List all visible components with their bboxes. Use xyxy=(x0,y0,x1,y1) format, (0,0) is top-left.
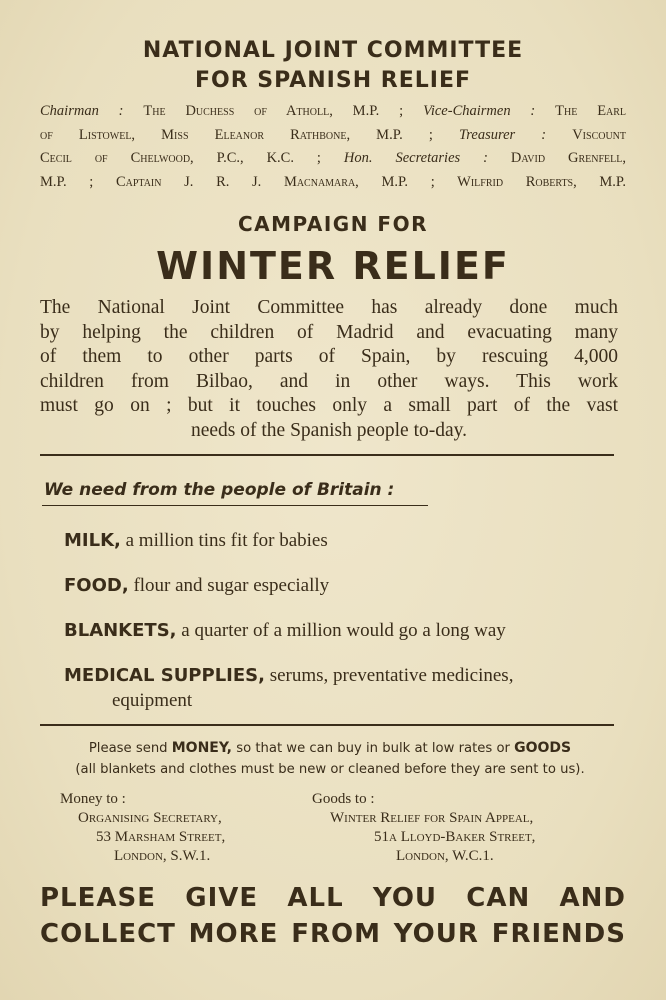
officers-line-2 xyxy=(40,124,626,148)
needs-heading: We need from the people of Britain : xyxy=(44,480,395,500)
chairman-label: Chairman : xyxy=(40,103,124,119)
need-item-blankets xyxy=(64,620,506,642)
goods-address-label: Goods to : xyxy=(312,791,375,807)
closing-appeal xyxy=(40,880,626,952)
send-line-2: (all blankets and clothes must be new or cleaned before they are sent to us). xyxy=(75,762,585,777)
vice-chairmen-label: Vice-Chairmen : xyxy=(423,103,536,119)
send-goods: GOODS xyxy=(514,740,572,756)
officers-list xyxy=(40,100,626,194)
needs-heading-underline xyxy=(42,505,428,506)
send-text: Please send xyxy=(88,741,172,756)
need-text: a million tins fit for babies xyxy=(120,530,328,551)
secretaries-label: Hon. Secretaries : xyxy=(343,150,488,167)
need-item-medical-cont: equipment xyxy=(112,690,193,711)
need-key: MEDICAL SUPPLIES, xyxy=(64,665,265,686)
send-money: MONEY, xyxy=(171,740,233,756)
secretaries-part1: David Grenfell, xyxy=(510,150,627,167)
goods-address-line: Winter Relief for Spain Appeal, xyxy=(330,810,534,826)
money-address-line: Organising Secretary, xyxy=(78,810,222,826)
money-address-line: 53 Marsham Street, xyxy=(96,829,226,845)
intro-line: by helping the children of Madrid and evacuating many xyxy=(40,321,618,343)
committee-title-line2: FOR SPANISH RELIEF xyxy=(194,68,472,93)
closing-line-2: COLLECT MORE FROM YOUR FRIENDS xyxy=(40,919,626,949)
need-text: a quarter of a million would go a long way xyxy=(176,620,506,641)
need-text: flour and sugar especially xyxy=(128,575,330,596)
vice-chairmen-part1: The Earl xyxy=(555,103,627,119)
intro-line: of them to other parts of Spain, by rescuing 4,000 xyxy=(40,346,618,367)
need-item-food xyxy=(64,575,329,597)
intro-paragraph xyxy=(40,296,618,443)
send-text: so that we can buy in bulk at low rates or xyxy=(232,741,515,756)
campaign-headline: WINTER RELIEF xyxy=(156,244,510,288)
campaign-kicker: CAMPAIGN FOR xyxy=(238,212,428,236)
officers-line-1 xyxy=(40,100,626,124)
money-address xyxy=(60,790,225,866)
need-key: MILK, xyxy=(64,530,121,551)
intro-line: needs of the Spanish people to-day. xyxy=(191,419,467,441)
goods-address-line: London, W.C.1. xyxy=(396,848,494,864)
money-address-line: London, S.W.1. xyxy=(114,848,211,864)
need-item-medical xyxy=(64,665,513,687)
chairman-name: The Duchess of Atholl, M.P. ; xyxy=(143,103,404,119)
closing-line-1: PLEASE GIVE ALL YOU CAN AND xyxy=(40,883,626,913)
need-key: FOOD, xyxy=(64,575,129,596)
treasurer-label: Treasurer : xyxy=(459,126,547,143)
intro-line: children from Bilbao, and in other ways. This work xyxy=(40,370,618,392)
goods-address xyxy=(312,790,535,866)
treasurer-part2: Cecil of Chelwood, P.C., K.C. ; xyxy=(40,150,321,167)
officers-line-3 xyxy=(40,147,626,171)
send-line-1 xyxy=(40,738,620,759)
officers-line-4 xyxy=(40,171,626,195)
need-text: serums, preventative medicines, xyxy=(264,665,514,686)
divider-bottom xyxy=(40,724,614,726)
treasurer-part1: Viscount xyxy=(572,126,627,143)
goods-address-line: 51a Lloyd-Baker Street, xyxy=(374,829,536,845)
divider-top xyxy=(40,454,614,456)
committee-title-line1: NATIONAL JOINT COMMITTEE xyxy=(142,38,524,63)
intro-line: must go on ; but it touches only a small part of the vast xyxy=(40,395,618,416)
need-item-milk xyxy=(64,530,328,552)
need-key: BLANKETS, xyxy=(64,620,177,641)
committee-title xyxy=(0,36,666,96)
money-address-label: Money to : xyxy=(60,791,126,807)
intro-line: The National Joint Committee has already done much xyxy=(40,297,618,318)
vice-chairmen-part2: of Listowel, Miss Eleanor Rathbone, M.P. ; xyxy=(40,126,433,143)
send-instructions xyxy=(40,738,620,780)
secretaries-part2: M.P. ; Captain J. R. J. Macnamara, M.P. ; Wilfrid Roberts, M.P. xyxy=(40,173,626,190)
